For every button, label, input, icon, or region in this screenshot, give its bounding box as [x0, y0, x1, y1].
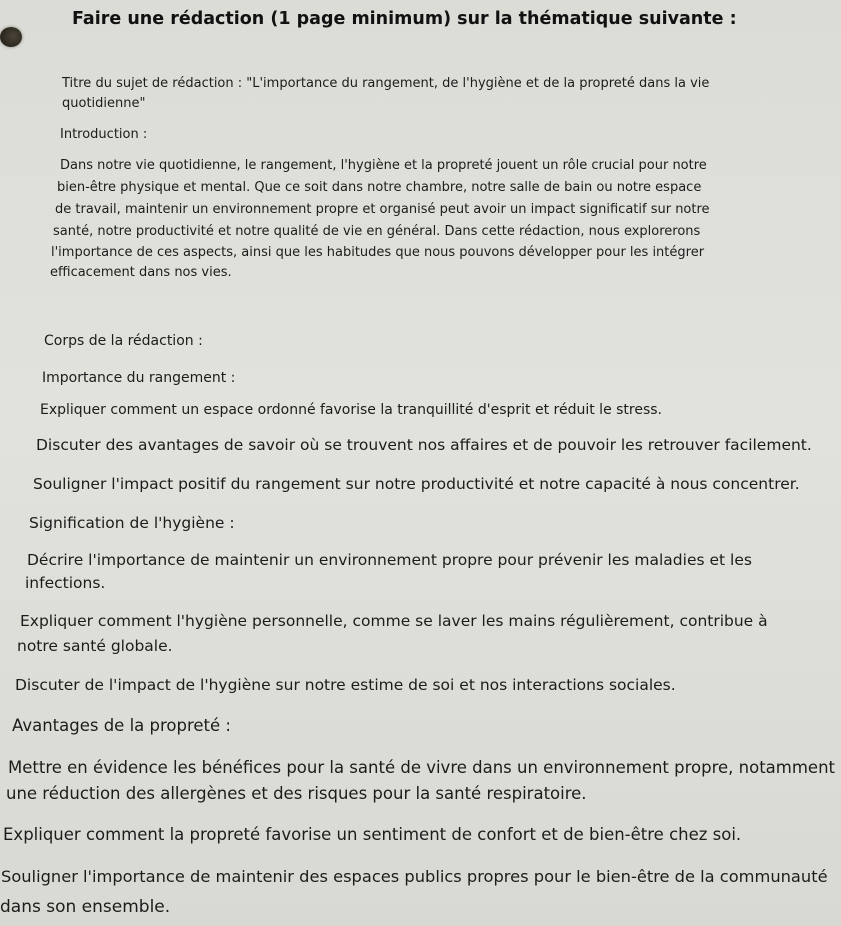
- introduction-line: efficacement dans nos vies.: [50, 265, 232, 280]
- proprete-item-3-line-1: Souligner l'importance de maintenir des espaces publics propres pour le bien-être de la communauté: [1, 867, 828, 886]
- subject-title-line-1: Titre du sujet de rédaction : "L'importance du rangement, de l'hygiène et de la propreté dans la vie: [62, 76, 710, 91]
- rangement-item: Discuter des avantages de savoir où se trouvent nos affaires et de pouvoir les retrouver facilement.: [36, 436, 812, 454]
- introduction-line: santé, notre productivité et notre qualité de vie en général. Dans cette rédaction, nous explorerons: [53, 224, 701, 239]
- introduction-line: Dans notre vie quotidienne, le rangement, l'hygiène et la propreté jouent un rôle crucial pour notre: [60, 158, 707, 173]
- introduction-line: l'importance de ces aspects, ainsi que les habitudes que nous pouvons développer pour les intégrer: [51, 245, 705, 260]
- body-label: Corps de la rédaction :: [44, 333, 203, 349]
- proprete-item-2: Expliquer comment la propreté favorise un sentiment de confort et de bien-être chez soi.: [3, 825, 742, 844]
- proprete-item-3-line-2: dans son ensemble.: [0, 897, 171, 917]
- hygiene-item-1-line-1: Décrire l'importance de maintenir un environnement propre pour prévenir les maladies et les: [27, 551, 752, 569]
- introduction-line: de travail, maintenir un environnement propre et organisé peut avoir un impact significatif sur notre: [55, 202, 710, 217]
- proprete-item-1-line-2: une réduction des allergènes et des risques pour la santé respiratoire.: [6, 784, 587, 803]
- proprete-label: Avantages de la propreté :: [12, 716, 231, 735]
- hygiene-item-1-line-2: infections.: [25, 574, 106, 592]
- page-heading: Faire une rédaction (1 page minimum) sur la thématique suivante :: [72, 9, 737, 29]
- hygiene-item-2-line-1: Expliquer comment l'hygiène personnelle, comme se laver les mains régulièrement, contribue à: [20, 612, 768, 630]
- punch-hole: [0, 27, 22, 47]
- rangement-item: Souligner l'impact positif du rangement sur notre productivité et notre capacité à nous concentrer.: [33, 475, 800, 493]
- introduction-label: Introduction :: [60, 127, 148, 142]
- subject-title-line-2: quotidienne": [62, 96, 146, 111]
- introduction-line: bien-être physique et mental. Que ce soit dans notre chambre, notre salle de bain ou notre espace: [57, 180, 702, 195]
- hygiene-item-2-line-2: notre santé globale.: [17, 637, 173, 655]
- hygiene-item-3: Discuter de l'impact de l'hygiène sur notre estime de soi et nos interactions sociales.: [15, 676, 676, 694]
- rangement-item: Expliquer comment un espace ordonné favorise la tranquillité d'esprit et réduit le stress.: [40, 402, 663, 418]
- hygiene-label: Signification de l'hygiène :: [29, 514, 235, 532]
- proprete-item-1-line-1: Mettre en évidence les bénéfices pour la santé de vivre dans un environnement propre, notamment: [8, 758, 836, 777]
- rangement-label: Importance du rangement :: [42, 370, 236, 386]
